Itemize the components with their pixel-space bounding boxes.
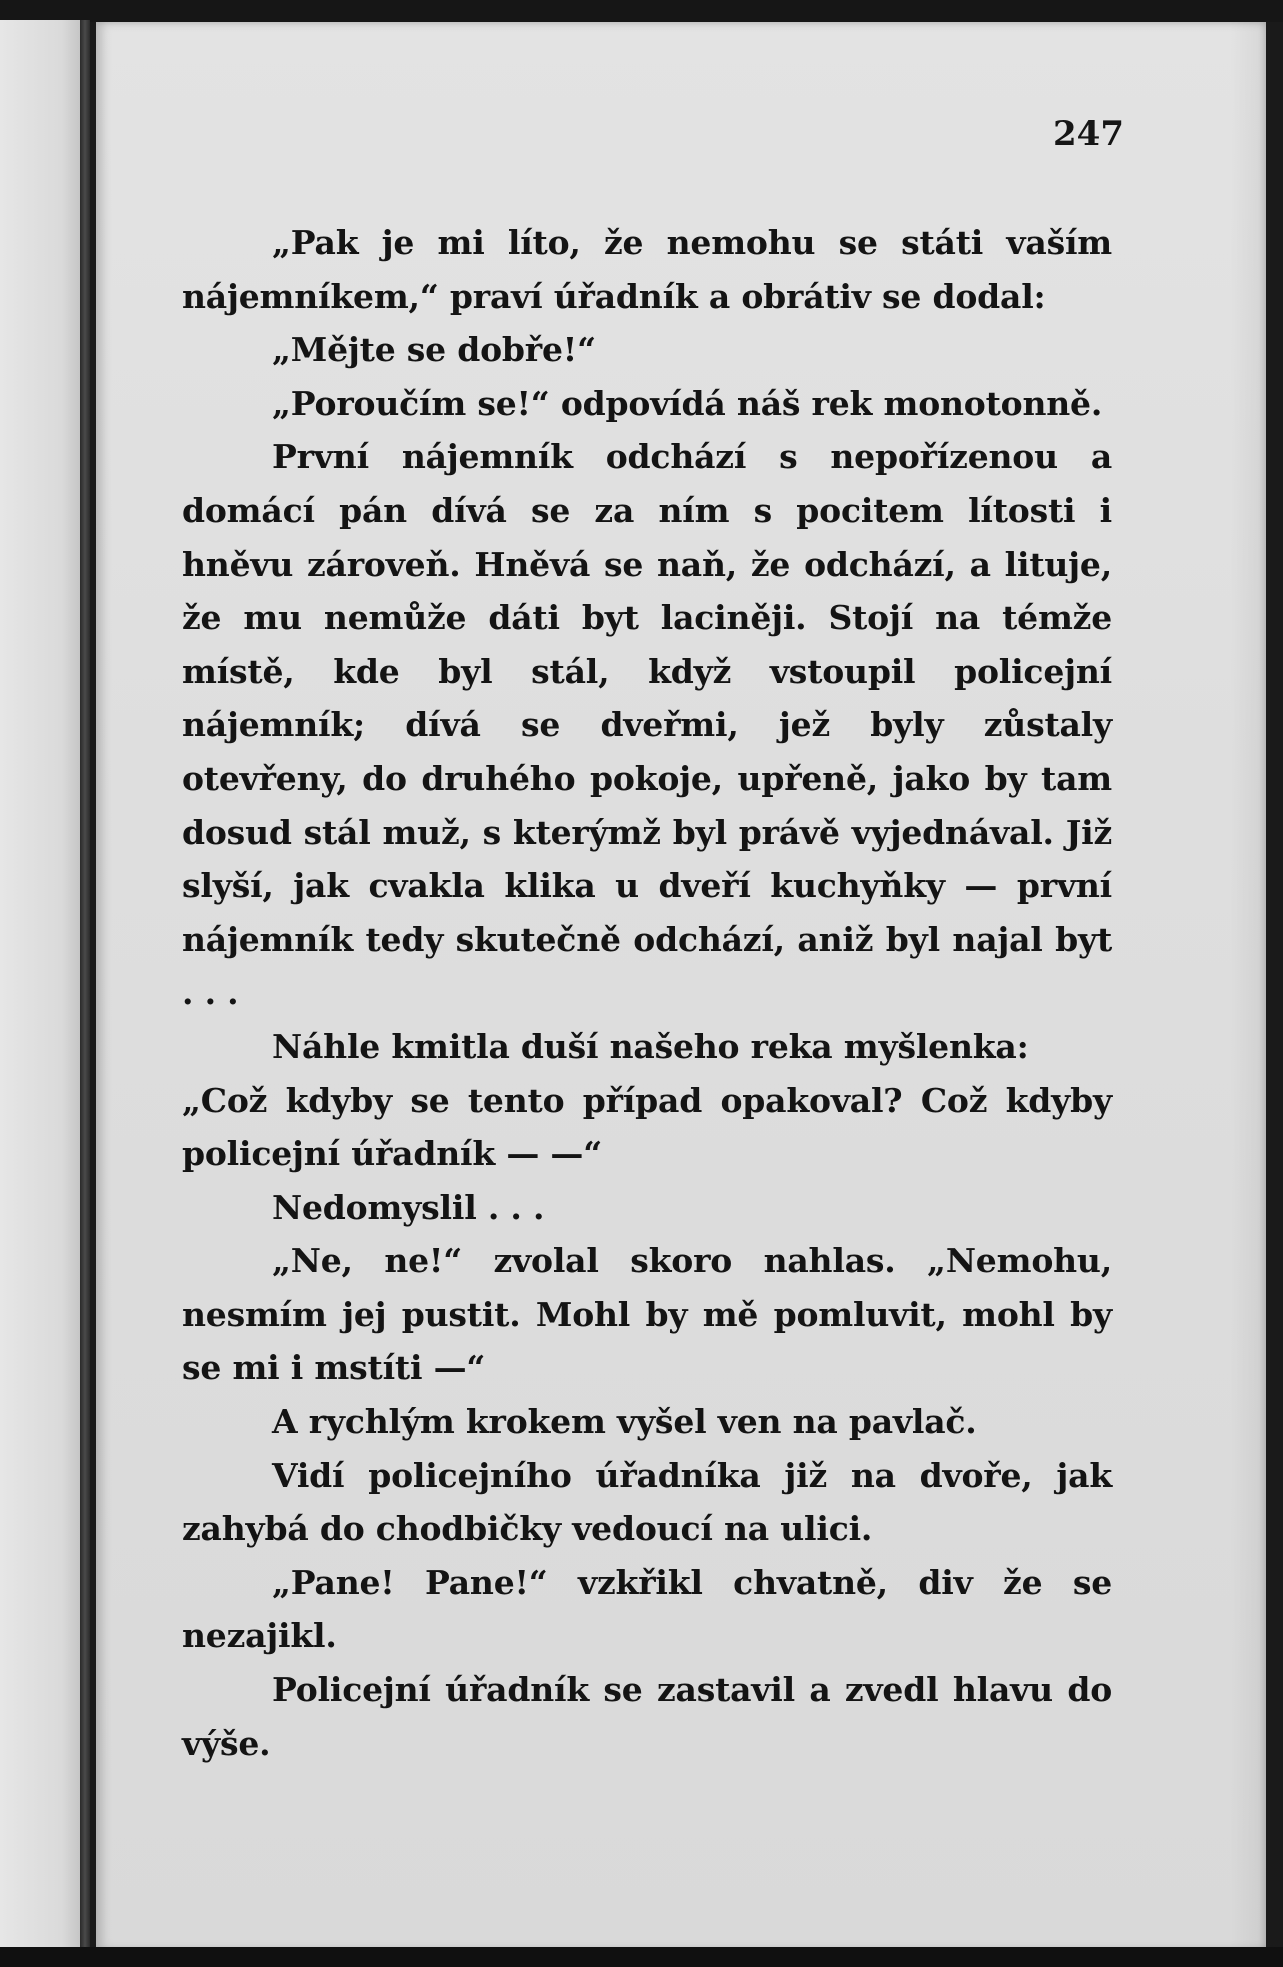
paragraph: Policejní úřadník se zastavil a zvedl hlavu do výše. <box>182 1670 1112 1763</box>
page-edge-shadow <box>1230 22 1266 1950</box>
paragraph: A rychlým krokem vyšel ven na pavlač. <box>272 1402 977 1442</box>
paragraph: Náhle kmitla duší našeho reka myšlenka: <box>272 1026 1029 1066</box>
book-binding-gutter <box>80 20 90 1955</box>
scanner-bottom-border <box>0 1947 1283 1967</box>
page-body-text <box>182 216 1112 1770</box>
paragraph: Vidí policejního úřadníka již na dvoře, jak zahybá do chodbičky vedoucí na ulici. <box>182 1455 1112 1549</box>
paragraph: „Poroučím se!“ odpovídá náš rek monotonně. <box>272 383 1103 423</box>
paragraph: „Pane! Pane!“ vzkřikl chvatně, div že se nezajikl. <box>182 1562 1112 1656</box>
paragraph: „Mějte se dobře!“ <box>272 330 596 370</box>
previous-page-edge <box>0 20 88 1950</box>
paragraph: „Což kdyby se tento případ opakoval? Což kdyby policejní úřadník — —“ <box>182 1080 1112 1174</box>
paragraph: Nedomyslil . . . <box>272 1187 545 1227</box>
scanner-top-border <box>0 0 1283 22</box>
paragraph: „Pak je mi líto, že nemohu se státi vaším nájemníkem,“ praví úřadník a obrátiv se dodal: <box>182 223 1112 316</box>
paragraph: První nájemník odchází s nepořízenou a domácí pán dívá se za ním s pocitem lítosti i hněvu zároveň. Hněvá se naň, že odchází, a lituje, že mu nemůže dáti byt laciněji. Stojí na témže místě, kde byl stál, když vstoupil policejní nájemník; dívá se dveřmi, jež byly zůstaly otevřeny, do druhého pokoje, upřeně, jako by tam dosud stál muž, s kterýmž byl právě vyjednával. Již slyší, jak cvakla klika u dveří kuchyňky — první nájemník tedy skutečně odchází, aniž byl najal byt . . . <box>182 437 1112 1013</box>
paragraph: „Ne, ne!“ zvolal skoro nahlas. „Nemohu, nesmím jej pustit. Mohl by mě pomluvit, mohl by se mi i mstíti —“ <box>182 1241 1112 1388</box>
page-number: 247 <box>1053 114 1124 154</box>
